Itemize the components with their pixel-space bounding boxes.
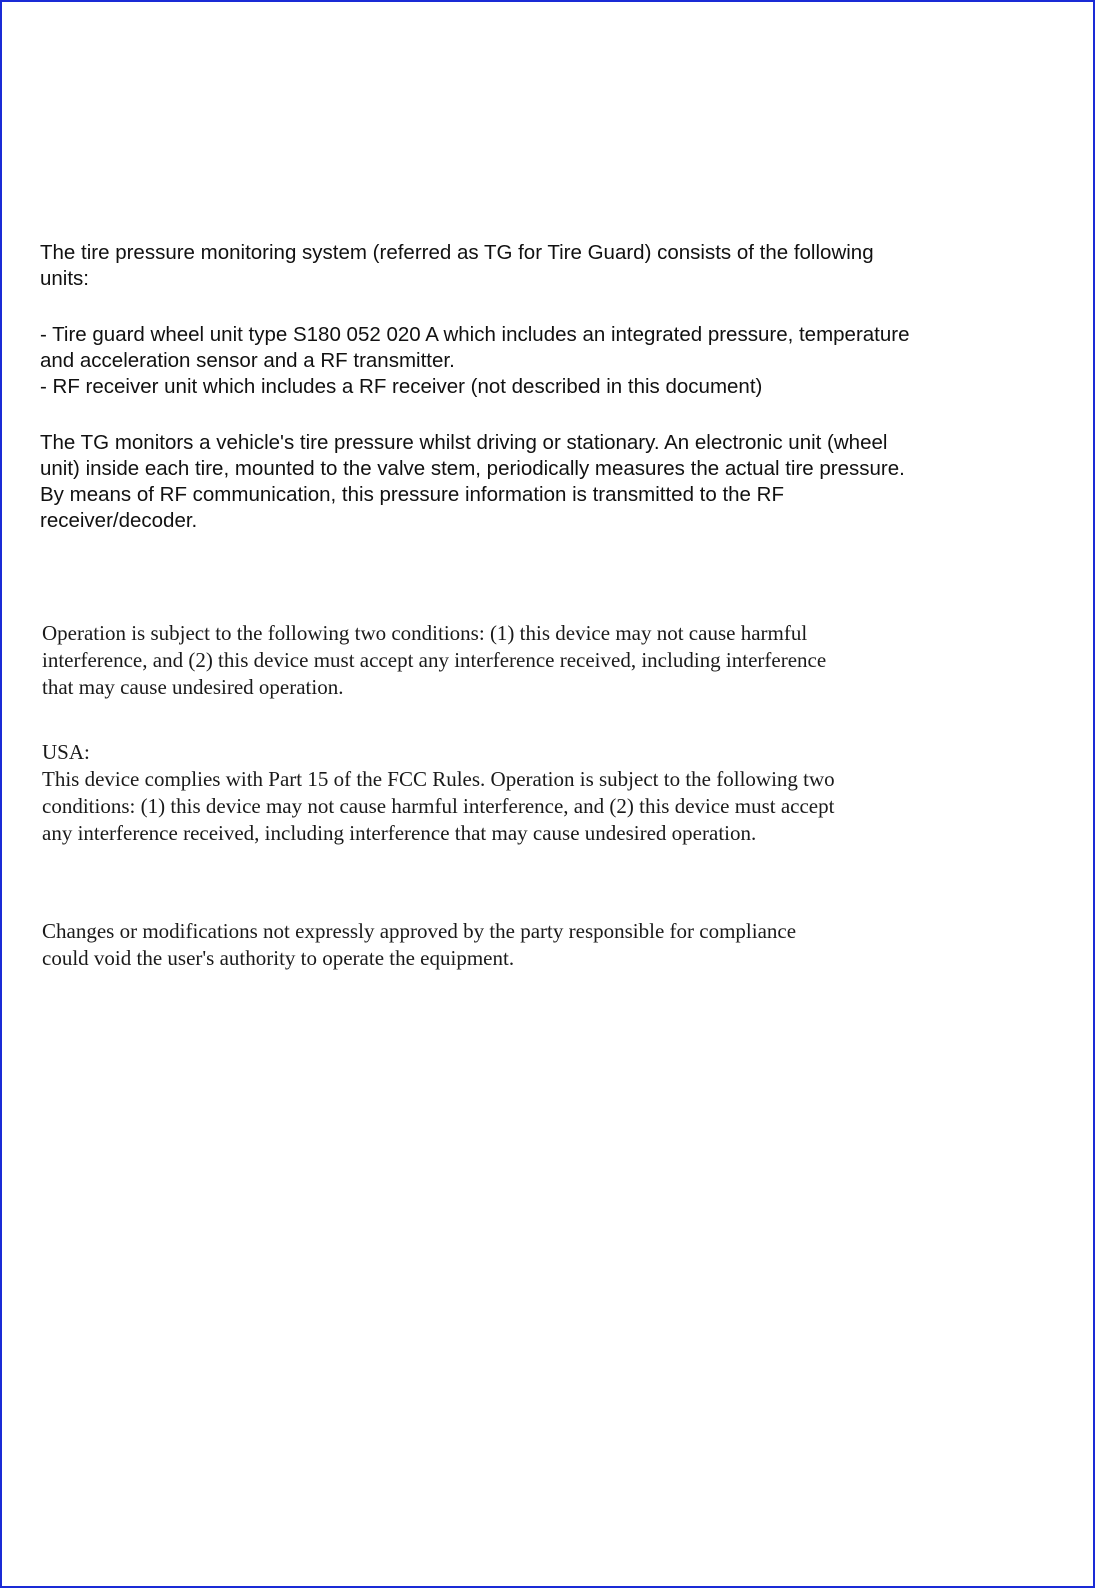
conditions-line: that may cause undesired operation.	[42, 675, 344, 699]
usa-section	[42, 739, 1052, 847]
usa-heading: USA:	[42, 740, 90, 764]
tg-description-line: By means of RF communication, this pressure information is transmitted to the RF	[40, 483, 784, 506]
unit-item-wheel-continued: and acceleration sensor and a RF transmitter.	[40, 349, 455, 372]
changes-line: could void the user's authority to operate the equipment.	[42, 946, 515, 970]
intro-paragraph	[40, 240, 1065, 292]
tg-description-line: The TG monitors a vehicle's tire pressure whilst driving or stationary. An electronic unit (wheel	[40, 431, 888, 454]
conditions-line: Operation is subject to the following two conditions: (1) this device may not cause harmful	[42, 621, 808, 645]
tg-description-line: receiver/decoder.	[40, 509, 198, 532]
conditions-line: interference, and (2) this device must accept any interference received, including interference	[42, 648, 827, 672]
intro-line: units:	[40, 267, 89, 290]
units-list	[40, 322, 1065, 400]
conditions-paragraph	[42, 620, 1052, 701]
unit-item-receiver: - RF receiver unit which includes a RF receiver (not described in this document)	[40, 375, 763, 398]
usa-line: This device complies with Part 15 of the FCC Rules. Operation is subject to the following two	[42, 767, 835, 791]
tg-description-line: unit) inside each tire, mounted to the valve stem, periodically measures the actual tire pressure.	[40, 457, 905, 480]
changes-line: Changes or modifications not expressly approved by the party responsible for compliance	[42, 919, 797, 943]
intro-line: The tire pressure monitoring system (referred as TG for Tire Guard) consists of the following	[40, 241, 874, 264]
usa-line: any interference received, including interference that may cause undesired operation.	[42, 821, 757, 845]
changes-paragraph	[42, 918, 1052, 972]
usa-line: conditions: (1) this device may not cause harmful interference, and (2) this device must accept	[42, 794, 835, 818]
tg-description-paragraph	[40, 430, 1065, 534]
unit-item-wheel: - Tire guard wheel unit type S180 052 020 A which includes an integrated pressure, temperature	[40, 323, 910, 346]
